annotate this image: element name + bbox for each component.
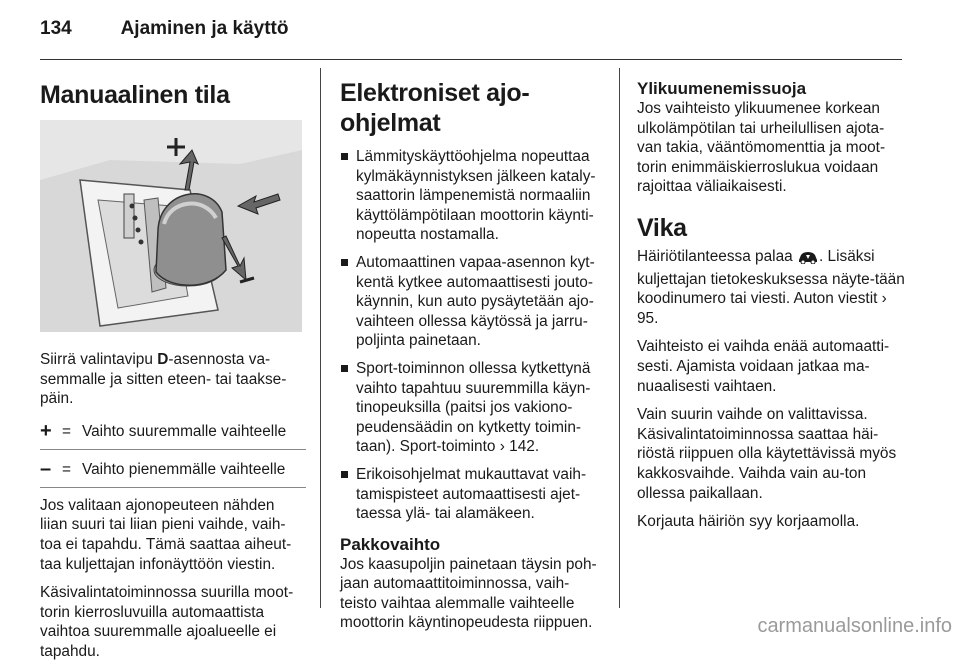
kickdown-heading: Pakkovaihto xyxy=(340,534,441,554)
intro-text-start: Siirrä valintavipu xyxy=(40,351,158,368)
warmup-program-text: Lämmityskäyttöohjelma nopeuttaa kylmäkäynnistyksen jälkeen kataly-saattorin lämpenemistä normaaliin käyttölämpötilaan moottorin käynti-nopeutta nostamalla. xyxy=(356,148,596,244)
drive-position-label: D xyxy=(157,351,169,368)
intro-text-end: -asennosta va-semmalle ja sitten eteen- tai taakse-päin. xyxy=(40,351,287,408)
sport-page-ref[interactable]: 142. xyxy=(509,438,540,456)
intro-paragraph xyxy=(40,350,306,409)
electronic-programs-heading: Elektroniset ajo-ohjelmat xyxy=(340,79,530,137)
repair-paragraph: Korjauta häiriön syy korjaamolla. xyxy=(637,513,860,531)
column-manual-mode xyxy=(40,68,306,671)
fault-heading: Vika xyxy=(637,213,687,242)
list-item xyxy=(340,359,606,457)
special-programs-text: Erikoisohjelmat mukauttavat vaih-tamispisteet automaattisesti ajet-taessa ylä- tai alamäkeen. xyxy=(356,465,587,523)
gear-availability-paragraph: Vain suurin vaihde on valittavissa. Käsivalintatoiminnossa saattaa häi-riöstä riippuen olla käytettävissä myös kakkosvaihde. Vaihda vain au-ton ollessa paikallaan. xyxy=(637,406,897,502)
overheat-heading: Ylikuumenemissuoja xyxy=(637,79,807,98)
shift-down-text: Vaihto pienemmälle vaihteelle xyxy=(82,460,286,478)
shift-down-row xyxy=(40,456,306,484)
fault-paragraph xyxy=(637,247,905,328)
shift-up-row xyxy=(40,418,306,446)
car-warning-icon xyxy=(797,250,819,270)
manual-mode-heading: Manuaalinen tila xyxy=(40,81,230,109)
program-list xyxy=(340,147,606,524)
header-rule xyxy=(40,59,902,60)
auto-neutral-text: Automaattinen vapaa-asennon kyt-kentä kytkee automaattisesti jouto-käynnin, kun auto pysäytetään ajo-vaihteen ollessa käytössä ja jarru-poljinta painetaan. xyxy=(356,253,595,350)
row-separator xyxy=(40,487,306,488)
list-item xyxy=(340,253,606,351)
watermark: carmanualsonline.info xyxy=(757,615,952,637)
kickdown-paragraph: Jos kaasupoljin painetaan täysin poh-jaan automaattitoiminnossa, vaih-teisto vaihtaa alemmalle vaihteelle moottorin käyntinopeudesta riippuen. xyxy=(340,555,597,632)
fault-text-start: Häiriötilanteessa palaa xyxy=(637,247,797,265)
overheat-paragraph: Jos vaihteisto ylikuumenee korkean ulkolämpötilan tai urheilullisen ajota-van takia, vääntömomenttia ja moot-torin enimmäiskierroslukua voidaan rajoittaa väliaikaisesti. xyxy=(637,100,886,196)
plus-icon: + xyxy=(40,419,52,442)
list-item xyxy=(340,147,606,245)
minus-icon: – xyxy=(40,457,52,480)
page-ref-arrow-icon: › xyxy=(881,290,887,308)
list-item xyxy=(340,465,606,524)
high-rpm-paragraph: Käsivalintatoiminnossa suurilla moot-torin kierrosluvuilla automaattista vaihtoa suuremmalle ajoalueelle ei tapahdu. xyxy=(40,584,294,660)
column-overheat-fault xyxy=(637,68,905,541)
section-title: Ajaminen ja käyttö xyxy=(120,18,289,39)
page-header xyxy=(40,18,288,40)
equals-sign: = xyxy=(62,460,71,478)
fault-text-end: . Lisäksi kuljettajan tietokeskuksessa näyte-tään koodinumero tai viesti. Auton viestit xyxy=(637,247,905,308)
page-number: 134 xyxy=(40,18,72,39)
shift-up-text: Vaihto suuremmalle vaihteelle xyxy=(82,422,287,440)
manual-fallback-paragraph: Vaihteisto ei vaihda enää automaatti-sesti. Ajamista voidaan jatkaa ma-nuaalisesti vaihtaen. xyxy=(637,338,890,395)
equals-sign: = xyxy=(62,422,71,440)
row-separator xyxy=(40,449,306,450)
fault-page-ref[interactable]: 95. xyxy=(637,309,659,327)
column-divider-right xyxy=(619,68,620,608)
sport-mode-text: Sport-toiminnon ollessa kytkettynä vaihto tapahtuu suuremmilla käyn-tinopeuksilla (paitsi jos vakiono-peudensäädin on kytketty toimin-taan). Sport-toiminto xyxy=(356,359,591,456)
page-ref-arrow-icon: › xyxy=(499,438,505,456)
gear-mismatch-paragraph: Jos valitaan ajonopeuteen nähden liian suuri tai liian pieni vaihde, vaih-toa ei tapahdu. Tämä saattaa aiheut-taa kuljettajan infonäyttöön viestin. xyxy=(40,496,292,573)
column-divider-left xyxy=(320,68,321,608)
gear-selector-illustration xyxy=(40,120,302,332)
column-electronic-programs xyxy=(340,68,606,642)
